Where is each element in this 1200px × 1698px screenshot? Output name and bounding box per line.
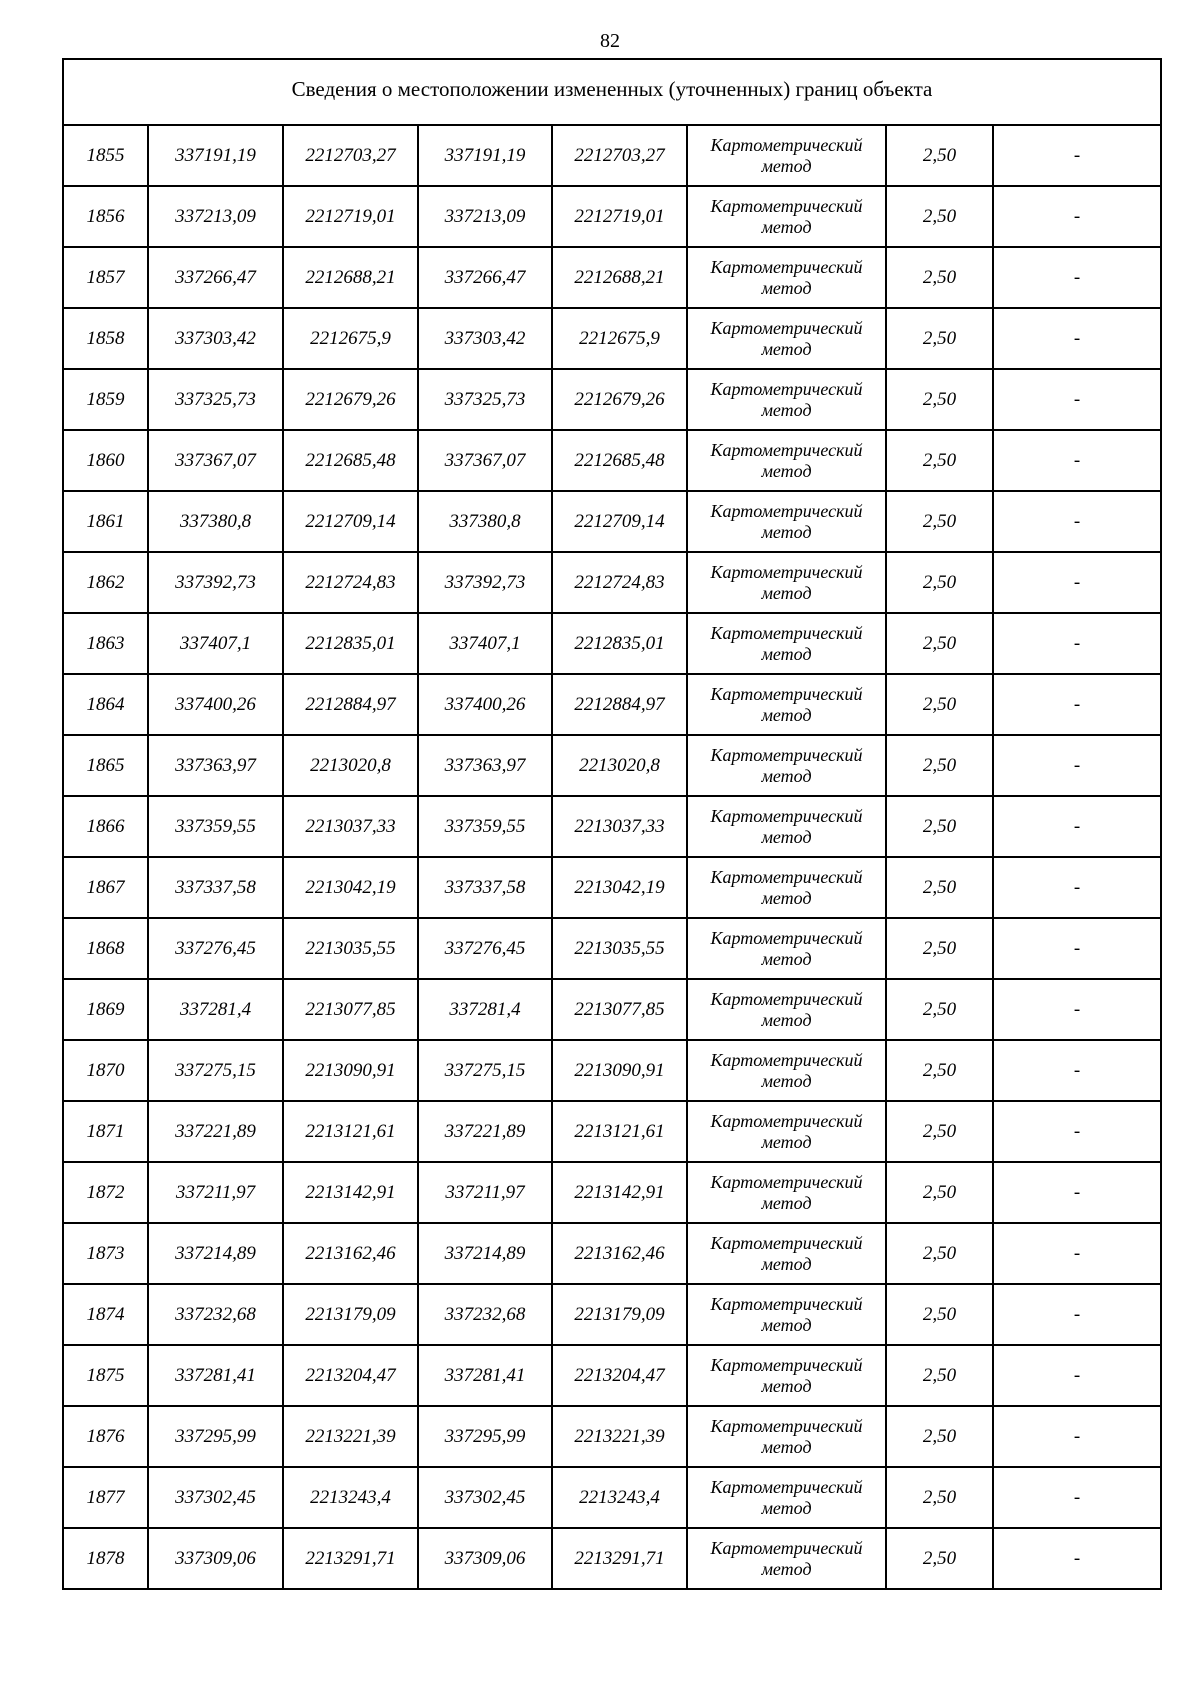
method-label-line2: метод: [761, 1314, 812, 1335]
y-new-cell: 2212709,14: [552, 491, 687, 552]
x-new-cell: 337302,45: [418, 1467, 552, 1528]
point-number-cell: 1860: [63, 430, 148, 491]
accuracy-cell: 2,50: [886, 125, 993, 186]
y-new-cell: 2212884,97: [552, 674, 687, 735]
y-existing-cell: 2213221,39: [283, 1406, 418, 1467]
point-number-cell: 1868: [63, 918, 148, 979]
x-existing-cell: 337363,97: [148, 735, 283, 796]
y-existing-cell: 2213077,85: [283, 979, 418, 1040]
note-cell: -: [993, 1040, 1161, 1101]
note-cell: -: [993, 1406, 1161, 1467]
accuracy-cell: 2,50: [886, 735, 993, 796]
method-label-line1: Картометрический: [710, 1171, 863, 1192]
x-existing-cell: 337359,55: [148, 796, 283, 857]
method-label-line1: Картометрический: [710, 866, 863, 887]
y-new-cell: 2213243,4: [552, 1467, 687, 1528]
x-existing-cell: 337337,58: [148, 857, 283, 918]
y-new-cell: 2212685,48: [552, 430, 687, 491]
coordinates-table: [62, 58, 1162, 1590]
y-existing-cell: 2213291,71: [283, 1528, 418, 1589]
x-new-cell: 337407,1: [418, 613, 552, 674]
y-existing-cell: 2212679,26: [283, 369, 418, 430]
table-row: [63, 796, 1161, 857]
x-new-cell: 337363,97: [418, 735, 552, 796]
method-cell: [687, 1040, 886, 1101]
y-existing-cell: 2212719,01: [283, 186, 418, 247]
table-row: [63, 308, 1161, 369]
y-existing-cell: 2213162,46: [283, 1223, 418, 1284]
y-new-cell: 2212675,9: [552, 308, 687, 369]
method-label-line1: Картометрический: [710, 744, 863, 765]
table-row: [63, 1467, 1161, 1528]
point-number-cell: 1877: [63, 1467, 148, 1528]
method-label-line1: Картометрический: [710, 134, 863, 155]
point-number-cell: 1861: [63, 491, 148, 552]
method-label-line2: метод: [761, 1070, 812, 1091]
x-existing-cell: 337214,89: [148, 1223, 283, 1284]
x-existing-cell: 337309,06: [148, 1528, 283, 1589]
x-new-cell: 337275,15: [418, 1040, 552, 1101]
x-new-cell: 337211,97: [418, 1162, 552, 1223]
y-new-cell: 2213121,61: [552, 1101, 687, 1162]
y-existing-cell: 2212685,48: [283, 430, 418, 491]
point-number-cell: 1864: [63, 674, 148, 735]
accuracy-cell: 2,50: [886, 369, 993, 430]
method-label-line2: метод: [761, 399, 812, 420]
method-label-line1: Картометрический: [710, 1232, 863, 1253]
point-number-cell: 1872: [63, 1162, 148, 1223]
method-cell: [687, 613, 886, 674]
note-cell: -: [993, 1528, 1161, 1589]
x-new-cell: 337276,45: [418, 918, 552, 979]
x-new-cell: 337337,58: [418, 857, 552, 918]
x-new-cell: 337266,47: [418, 247, 552, 308]
method-label-line2: метод: [761, 1558, 812, 1579]
y-existing-cell: 2213179,09: [283, 1284, 418, 1345]
method-cell: [687, 1284, 886, 1345]
accuracy-cell: 2,50: [886, 430, 993, 491]
point-number-cell: 1869: [63, 979, 148, 1040]
point-number-cell: 1858: [63, 308, 148, 369]
method-label-line1: Картометрический: [710, 1354, 863, 1375]
x-new-cell: 337359,55: [418, 796, 552, 857]
x-existing-cell: 337266,47: [148, 247, 283, 308]
accuracy-cell: 2,50: [886, 1467, 993, 1528]
table-row: [63, 247, 1161, 308]
method-cell: [687, 918, 886, 979]
accuracy-cell: 2,50: [886, 552, 993, 613]
y-new-cell: 2213042,19: [552, 857, 687, 918]
accuracy-cell: 2,50: [886, 1284, 993, 1345]
method-label-line1: Картометрический: [710, 256, 863, 277]
point-number-cell: 1871: [63, 1101, 148, 1162]
point-number-cell: 1862: [63, 552, 148, 613]
x-existing-cell: 337275,15: [148, 1040, 283, 1101]
method-label-line2: метод: [761, 765, 812, 786]
point-number-cell: 1876: [63, 1406, 148, 1467]
method-label-line2: метод: [761, 1253, 812, 1274]
note-cell: -: [993, 491, 1161, 552]
point-number-cell: 1875: [63, 1345, 148, 1406]
table-row: [63, 1528, 1161, 1589]
method-label-line1: Картометрический: [710, 317, 863, 338]
method-label-line1: Картометрический: [710, 378, 863, 399]
point-number-cell: 1856: [63, 186, 148, 247]
page-number: 82: [600, 30, 620, 52]
y-existing-cell: 2213243,4: [283, 1467, 418, 1528]
table-row: [63, 552, 1161, 613]
method-label-line1: Картометрический: [710, 683, 863, 704]
method-label-line2: метод: [761, 521, 812, 542]
y-existing-cell: 2213020,8: [283, 735, 418, 796]
x-new-cell: 337325,73: [418, 369, 552, 430]
y-new-cell: 2212724,83: [552, 552, 687, 613]
x-new-cell: 337309,06: [418, 1528, 552, 1589]
method-label-line2: метод: [761, 155, 812, 176]
accuracy-cell: 2,50: [886, 613, 993, 674]
note-cell: -: [993, 1467, 1161, 1528]
x-existing-cell: 337367,07: [148, 430, 283, 491]
table-row: [63, 735, 1161, 796]
y-new-cell: 2212703,27: [552, 125, 687, 186]
method-cell: [687, 125, 886, 186]
note-cell: -: [993, 1162, 1161, 1223]
point-number-cell: 1857: [63, 247, 148, 308]
method-label-line2: метод: [761, 582, 812, 603]
method-cell: [687, 1345, 886, 1406]
y-existing-cell: 2212675,9: [283, 308, 418, 369]
method-label-line1: Картометрический: [710, 622, 863, 643]
accuracy-cell: 2,50: [886, 1223, 993, 1284]
accuracy-cell: 2,50: [886, 1162, 993, 1223]
method-label-line2: метод: [761, 1131, 812, 1152]
y-new-cell: 2213037,33: [552, 796, 687, 857]
method-cell: [687, 1528, 886, 1589]
note-cell: -: [993, 186, 1161, 247]
method-cell: [687, 186, 886, 247]
x-existing-cell: 337400,26: [148, 674, 283, 735]
method-label-line2: метод: [761, 277, 812, 298]
method-label-line2: метод: [761, 643, 812, 664]
method-cell: [687, 308, 886, 369]
method-cell: [687, 1467, 886, 1528]
x-new-cell: 337221,89: [418, 1101, 552, 1162]
method-label-line2: метод: [761, 1497, 812, 1518]
y-new-cell: 2213221,39: [552, 1406, 687, 1467]
accuracy-cell: 2,50: [886, 1528, 993, 1589]
note-cell: -: [993, 796, 1161, 857]
method-label-line1: Картометрический: [710, 1110, 863, 1131]
x-existing-cell: 337281,41: [148, 1345, 283, 1406]
table-row: [63, 430, 1161, 491]
y-new-cell: 2212719,01: [552, 186, 687, 247]
y-new-cell: 2213077,85: [552, 979, 687, 1040]
point-number-cell: 1874: [63, 1284, 148, 1345]
x-existing-cell: 337295,99: [148, 1406, 283, 1467]
method-cell: [687, 369, 886, 430]
table-row: [63, 857, 1161, 918]
method-label-line2: метод: [761, 887, 812, 908]
x-existing-cell: 337302,45: [148, 1467, 283, 1528]
table-row: [63, 491, 1161, 552]
point-number-cell: 1867: [63, 857, 148, 918]
x-existing-cell: 337213,09: [148, 186, 283, 247]
point-number-cell: 1873: [63, 1223, 148, 1284]
method-cell: [687, 247, 886, 308]
accuracy-cell: 2,50: [886, 674, 993, 735]
point-number-cell: 1878: [63, 1528, 148, 1589]
table-title: Сведения о местоположении измененных (уточненных) границ объекта: [63, 59, 1161, 125]
note-cell: -: [993, 674, 1161, 735]
accuracy-cell: 2,50: [886, 979, 993, 1040]
method-cell: [687, 735, 886, 796]
accuracy-cell: 2,50: [886, 308, 993, 369]
method-label-line2: метод: [761, 948, 812, 969]
accuracy-cell: 2,50: [886, 491, 993, 552]
y-new-cell: 2213162,46: [552, 1223, 687, 1284]
note-cell: -: [993, 430, 1161, 491]
method-label-line1: Картометрический: [710, 805, 863, 826]
y-new-cell: 2212688,21: [552, 247, 687, 308]
method-label-line1: Картометрический: [710, 927, 863, 948]
table-row: [63, 979, 1161, 1040]
y-new-cell: 2213179,09: [552, 1284, 687, 1345]
note-cell: -: [993, 1284, 1161, 1345]
method-label-line1: Картометрический: [710, 561, 863, 582]
method-label-line2: метод: [761, 1009, 812, 1030]
table-row: [63, 674, 1161, 735]
method-label-line2: метод: [761, 338, 812, 359]
method-label-line2: метод: [761, 460, 812, 481]
y-existing-cell: 2213142,91: [283, 1162, 418, 1223]
y-existing-cell: 2212724,83: [283, 552, 418, 613]
method-cell: [687, 674, 886, 735]
x-new-cell: 337281,4: [418, 979, 552, 1040]
table-row: [63, 1101, 1161, 1162]
x-existing-cell: 337392,73: [148, 552, 283, 613]
y-existing-cell: 2212884,97: [283, 674, 418, 735]
x-new-cell: 337214,89: [418, 1223, 552, 1284]
note-cell: -: [993, 125, 1161, 186]
point-number-cell: 1866: [63, 796, 148, 857]
x-new-cell: 337303,42: [418, 308, 552, 369]
y-new-cell: 2212835,01: [552, 613, 687, 674]
accuracy-cell: 2,50: [886, 796, 993, 857]
note-cell: -: [993, 857, 1161, 918]
table-row: [63, 1284, 1161, 1345]
x-new-cell: 337191,19: [418, 125, 552, 186]
method-label-line2: метод: [761, 216, 812, 237]
y-new-cell: 2213020,8: [552, 735, 687, 796]
method-cell: [687, 1406, 886, 1467]
accuracy-cell: 2,50: [886, 186, 993, 247]
table-row: [63, 613, 1161, 674]
note-cell: -: [993, 1101, 1161, 1162]
y-existing-cell: 2212709,14: [283, 491, 418, 552]
method-cell: [687, 491, 886, 552]
table-row: [63, 1040, 1161, 1101]
y-new-cell: 2213142,91: [552, 1162, 687, 1223]
method-cell: [687, 1101, 886, 1162]
y-existing-cell: 2213121,61: [283, 1101, 418, 1162]
table-title-row: [63, 59, 1161, 125]
method-label-line1: Картометрический: [710, 500, 863, 521]
table-row: [63, 1162, 1161, 1223]
x-new-cell: 337392,73: [418, 552, 552, 613]
note-cell: -: [993, 1345, 1161, 1406]
method-label-line2: метод: [761, 1436, 812, 1457]
table-row: [63, 186, 1161, 247]
table-row: [63, 918, 1161, 979]
method-label-line1: Картометрический: [710, 195, 863, 216]
method-label-line2: метод: [761, 1192, 812, 1213]
note-cell: -: [993, 369, 1161, 430]
x-existing-cell: 337276,45: [148, 918, 283, 979]
x-new-cell: 337281,41: [418, 1345, 552, 1406]
method-label-line1: Картометрический: [710, 1476, 863, 1497]
y-new-cell: 2213204,47: [552, 1345, 687, 1406]
x-existing-cell: 337281,4: [148, 979, 283, 1040]
x-existing-cell: 337191,19: [148, 125, 283, 186]
x-existing-cell: 337407,1: [148, 613, 283, 674]
point-number-cell: 1865: [63, 735, 148, 796]
method-cell: [687, 979, 886, 1040]
x-existing-cell: 337232,68: [148, 1284, 283, 1345]
method-label-line2: метод: [761, 704, 812, 725]
y-existing-cell: 2213204,47: [283, 1345, 418, 1406]
method-label-line2: метод: [761, 1375, 812, 1396]
y-existing-cell: 2213037,33: [283, 796, 418, 857]
x-existing-cell: 337380,8: [148, 491, 283, 552]
method-label-line1: Картометрический: [710, 439, 863, 460]
note-cell: -: [993, 308, 1161, 369]
x-existing-cell: 337325,73: [148, 369, 283, 430]
point-number-cell: 1863: [63, 613, 148, 674]
note-cell: -: [993, 1223, 1161, 1284]
note-cell: -: [993, 735, 1161, 796]
method-label-line1: Картометрический: [710, 1049, 863, 1070]
note-cell: -: [993, 247, 1161, 308]
method-cell: [687, 796, 886, 857]
point-number-cell: 1859: [63, 369, 148, 430]
table-row: [63, 369, 1161, 430]
method-label-line2: метод: [761, 826, 812, 847]
x-new-cell: 337380,8: [418, 491, 552, 552]
method-cell: [687, 857, 886, 918]
table-row: [63, 1406, 1161, 1467]
y-new-cell: 2213090,91: [552, 1040, 687, 1101]
y-existing-cell: 2213090,91: [283, 1040, 418, 1101]
method-label-line1: Картометрический: [710, 988, 863, 1009]
note-cell: -: [993, 918, 1161, 979]
method-label-line1: Картометрический: [710, 1537, 863, 1558]
accuracy-cell: 2,50: [886, 1406, 993, 1467]
y-new-cell: 2213291,71: [552, 1528, 687, 1589]
table-row: [63, 1345, 1161, 1406]
method-label-line1: Картометрический: [710, 1415, 863, 1436]
x-new-cell: 337400,26: [418, 674, 552, 735]
x-new-cell: 337232,68: [418, 1284, 552, 1345]
accuracy-cell: 2,50: [886, 857, 993, 918]
accuracy-cell: 2,50: [886, 918, 993, 979]
x-new-cell: 337295,99: [418, 1406, 552, 1467]
table-row: [63, 1223, 1161, 1284]
y-new-cell: 2212679,26: [552, 369, 687, 430]
accuracy-cell: 2,50: [886, 1101, 993, 1162]
accuracy-cell: 2,50: [886, 1040, 993, 1101]
method-cell: [687, 1223, 886, 1284]
y-existing-cell: 2212688,21: [283, 247, 418, 308]
y-existing-cell: 2213035,55: [283, 918, 418, 979]
x-new-cell: 337213,09: [418, 186, 552, 247]
note-cell: -: [993, 552, 1161, 613]
y-existing-cell: 2212835,01: [283, 613, 418, 674]
x-existing-cell: 337221,89: [148, 1101, 283, 1162]
note-cell: -: [993, 613, 1161, 674]
method-label-line1: Картометрический: [710, 1293, 863, 1314]
y-new-cell: 2213035,55: [552, 918, 687, 979]
method-cell: [687, 552, 886, 613]
point-number-cell: 1855: [63, 125, 148, 186]
x-existing-cell: 337211,97: [148, 1162, 283, 1223]
y-existing-cell: 2212703,27: [283, 125, 418, 186]
accuracy-cell: 2,50: [886, 1345, 993, 1406]
y-existing-cell: 2213042,19: [283, 857, 418, 918]
accuracy-cell: 2,50: [886, 247, 993, 308]
method-cell: [687, 430, 886, 491]
note-cell: -: [993, 979, 1161, 1040]
point-number-cell: 1870: [63, 1040, 148, 1101]
x-new-cell: 337367,07: [418, 430, 552, 491]
method-cell: [687, 1162, 886, 1223]
x-existing-cell: 337303,42: [148, 308, 283, 369]
table-row: [63, 125, 1161, 186]
